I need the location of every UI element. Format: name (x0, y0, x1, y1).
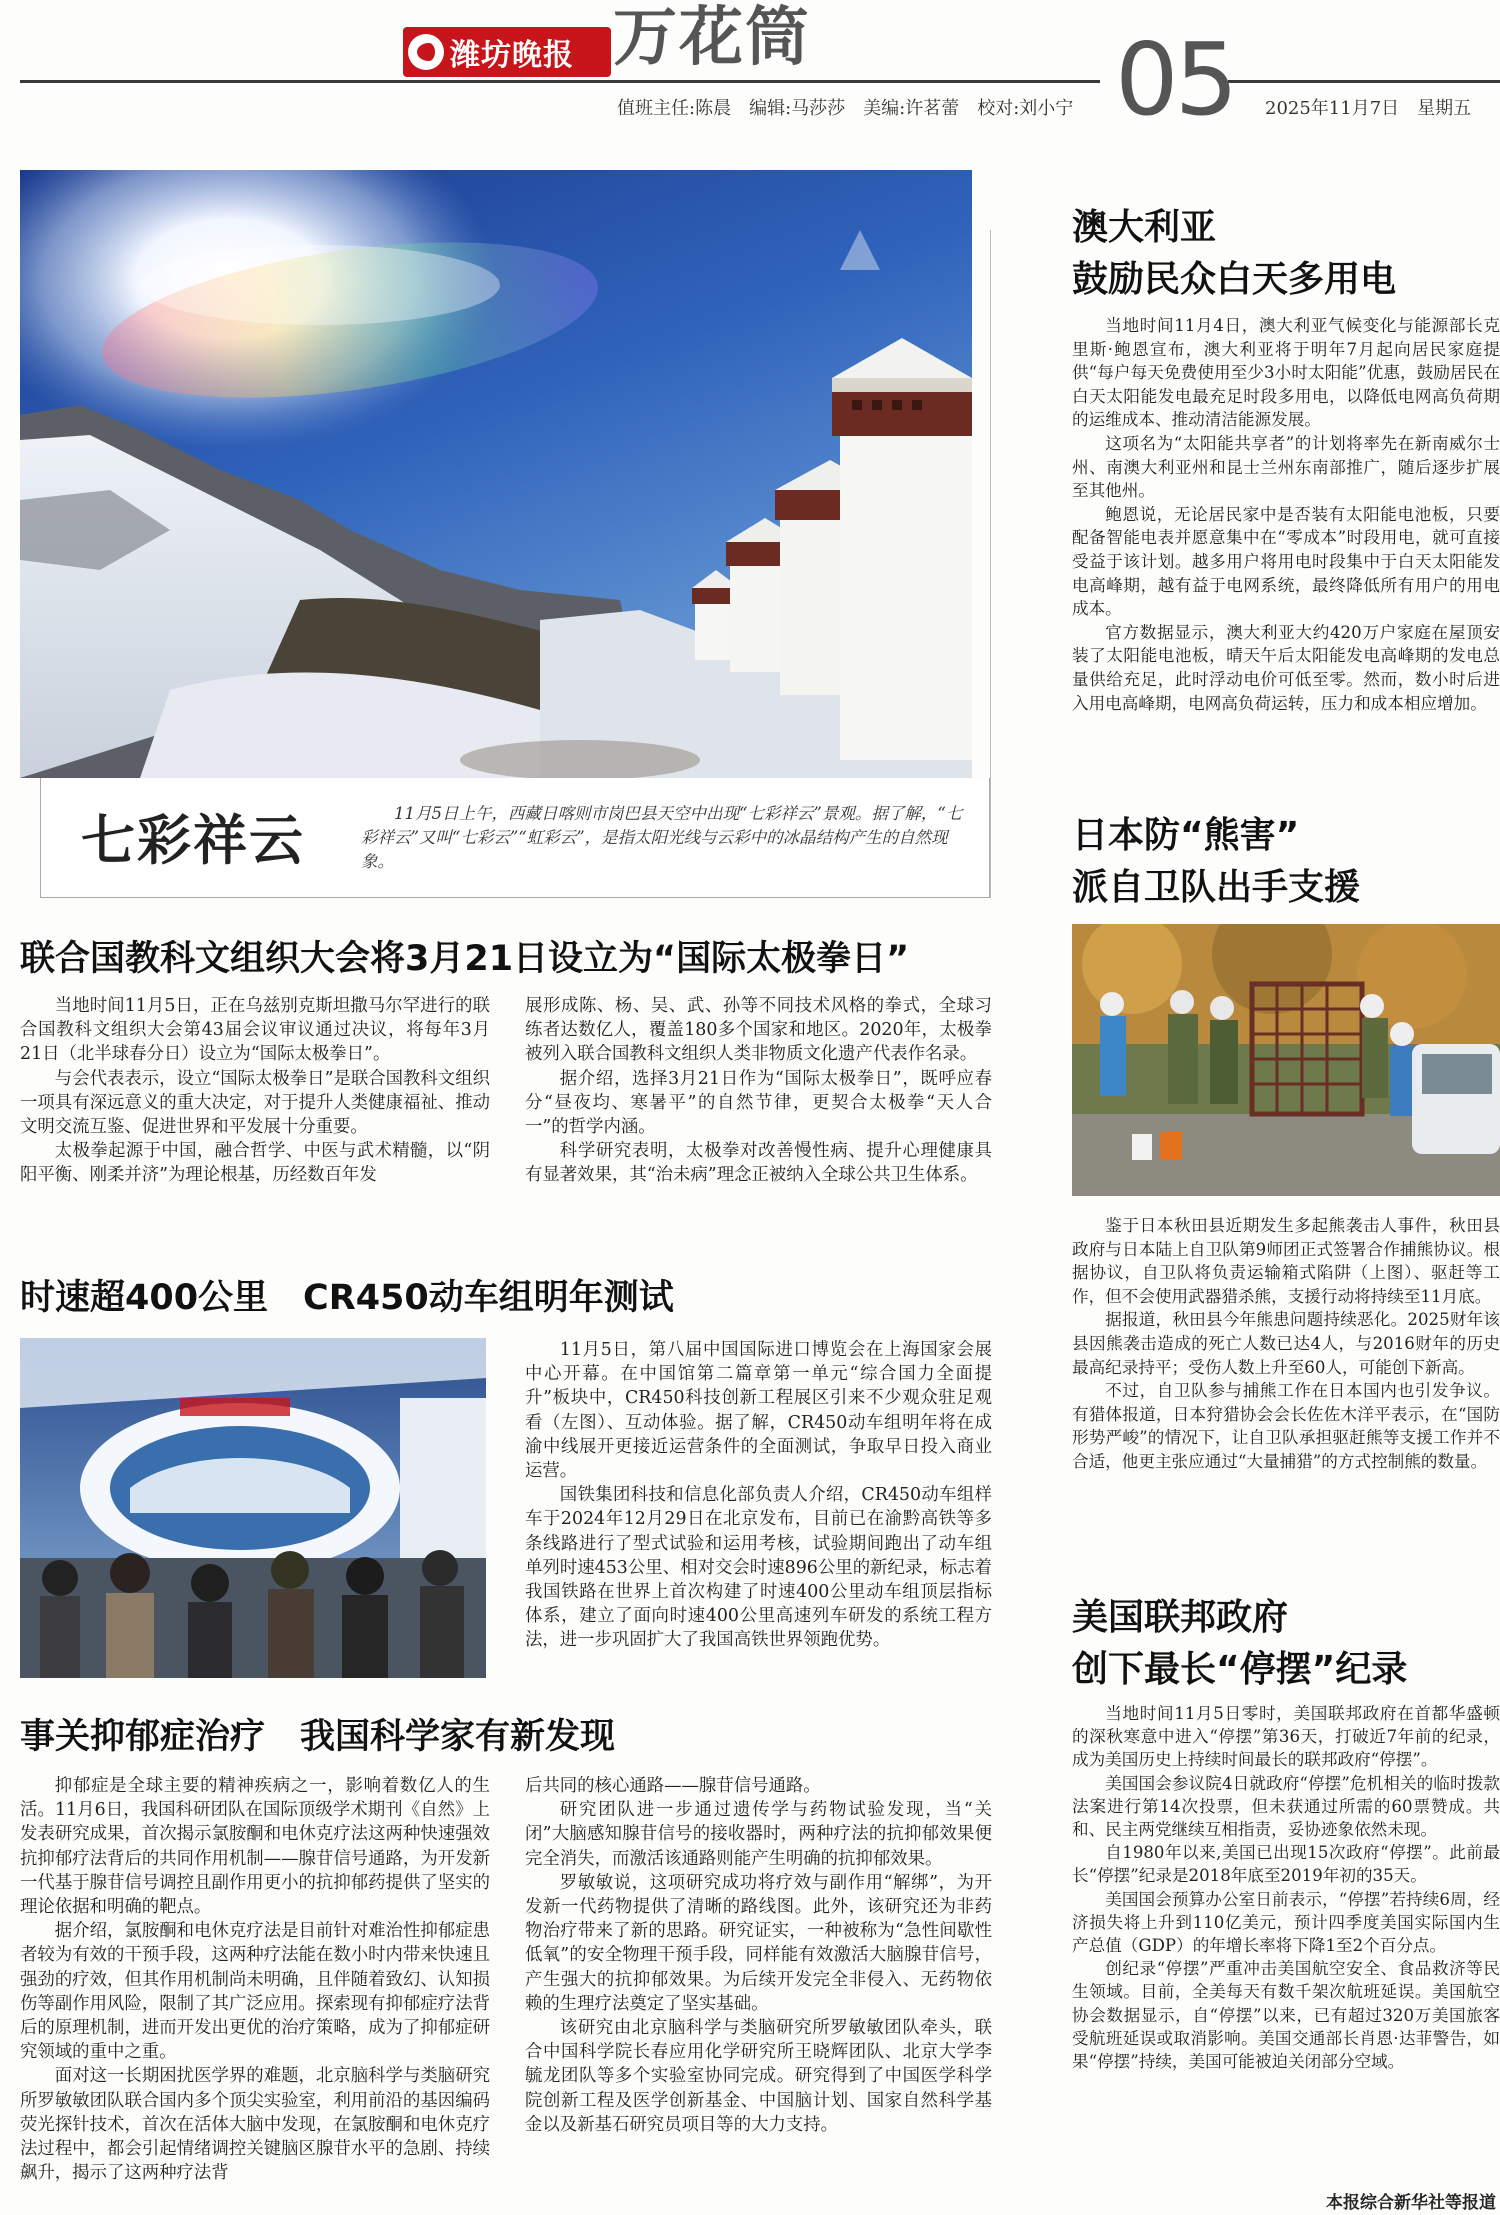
paragraph: 自1980年以来,美国已出现15次政府“停摆”。此前最长“停摆”纪录是2018年底至2019年初的35天。 (1072, 1843, 1500, 1886)
paragraph: 11月5日，第八届中国国际进口博览会在上海国家会展中心开幕。在中国馆第二篇章第一单元“综合国力全面提升”板块中，CR450科技创新工程展区引来不少观众驻足观看（左图）、互动体验。据了解，CR450动车组明年将在成渝中线展开更接近运营条件的全面测试，争取早日投入商业运营。 (525, 1340, 992, 1482)
paragraph: 当地时间11月5日，正在乌兹别克斯坦撒马尔罕进行的联合国教科文组织大会第43届会议审议通过决议，将每年3月21日（北半球春分日）设立为“国际太极拳日”。 (20, 996, 490, 1065)
us-headline-1: 美国联邦政府 (1072, 1597, 1289, 1638)
page-number: 05 (1115, 21, 1235, 138)
paragraph: 当地时间11月4日，澳大利亚气候变化与能源部长克里斯·鲍恩宣布，澳大利亚将于明年7月起向居民家庭提供“每户每天免费使用至少3小时太阳能”优惠，鼓励居民在白天太阳能发电最充足时段多用电，以降低电网高负荷期的运维成本、推动清洁能源发展。 (1072, 316, 1500, 430)
paragraph: 据介绍，选择3月21日作为“国际太极拳日”，既呼应春分“昼夜均、寒暑平”的自然节律，更契合太极拳“天人合一”的哲学内涵。 (525, 1068, 992, 1138)
paragraph: 这项名为“太阳能共享者”的计划将率先在新南威尔士州、南澳大利亚州和昆士兰州东南部推广，随后逐步扩展至其他州。 (1072, 433, 1500, 501)
depression-col-2 (525, 1774, 992, 2137)
source-credit: 本报综合新华社等报道 (1326, 2193, 1496, 2213)
section-title: 万花筒 (613, 0, 811, 75)
australia-text (1072, 314, 1500, 715)
australia-headline-2: 鼓励民众白天多用电 (1072, 259, 1397, 300)
paragraph: 科学研究表明，太极拳对改善慢性病、提升心理健康具有显著效果，其“治未病”理念正被纳入全球公共卫生体系。 (525, 1141, 992, 1186)
paragraph: 与会代表表示，设立“国际太极拳日”是联合国教科文组织一项具有深远意义的重大决定，对于提升人类健康福祉、推动文明交流互鉴、促进世界和平发展十分重要。 (20, 1068, 490, 1138)
masthead-rule-right (1228, 80, 1500, 83)
australia-headline-1: 澳大利亚 (1072, 207, 1217, 248)
depression-headline: 事关抑郁症治疗 我国科学家有新发现 (20, 1717, 616, 1757)
paragraph: 鲍恩说，无论居民家中是否装有太阳能电池板，只要配备智能电表并愿意集中在“零成本”时段用电，就可直接受益于该计划。越多用户将用电时段集中于白天太阳能发电高峰期，越有益于电网系统，最终降低所有用户的用电成本。 (1072, 504, 1500, 619)
paragraph: 抑郁症是全球主要的精神疾病之一，影响着数亿人的生活。11月6日，我国科研团队在国际顶级学术期刊《自然》上发表研究成果，首次揭示氯胺酮和电休克疗法这两种快速强效抗抑郁疗法背后的共同作用机制——腺苷信号通路，为开发新一代基于腺苷信号调控且副作用更小的抗抑郁药提供了坚实的理论依据和明确的靶点。 (20, 1776, 490, 1918)
sky-mountain-illustration (20, 170, 972, 778)
taiji-col-2 (525, 994, 992, 1188)
japan-headline-2: 派自卫队出手支援 (1072, 867, 1361, 908)
bear-trap-illustration (1072, 924, 1500, 1196)
japan-headline-1: 日本防“熊害” (1072, 815, 1300, 856)
cr450-headline: 时速超400公里 CR450动车组明年测试 (20, 1278, 674, 1318)
taiji-col-1 (20, 994, 490, 1188)
us-text (1072, 1702, 1500, 2073)
feature-caption: 11月5日上午，西藏日喀则市岗巴县天空中出现“七彩祥云”景观。据了解，“七彩祥云”又叫“七彩云”“虹彩云”，是指太阳光线与云彩中的冰晶结构产生的自然现象。 (361, 804, 963, 871)
taiji-headline: 联合国教科文组织大会将3月21日设立为“国际太极拳日” (20, 939, 910, 979)
feature-photo (20, 170, 972, 778)
depression-col-1 (20, 1774, 490, 2185)
feature-frame-line (990, 230, 991, 898)
feature-title: 七彩祥云 (81, 809, 305, 872)
paragraph: 不过，自卫队参与捕熊工作在日本国内也引发争议。有猎体报道，日本狩猎协会会长佐佐木洋平表示，在“国防形势严峻”的情况下，让自卫队承担驱赶熊等支援工作并不合适，他更主张应通过“大量捕猎”的方式控制熊的数量。 (1072, 1381, 1500, 1471)
japan-text (1072, 1214, 1500, 1474)
paragraph: 据报道，秋田县今年熊患问题持续恶化。2025财年该县因熊袭击造成的死亡人数已达4人，与2016财年的历史最高纪录持平；受伤人数上升至60人，可能创下新高。 (1072, 1310, 1500, 1377)
paragraph: 据介绍，氯胺酮和电休克疗法是目前针对难治性抑郁症患者较为有效的干预手段，这两种疗法能在数小时内带来快速且强劲的疗效，但其作用机制尚未明确，且伴随着致幻、认知损伤等副作用风险，限制了其广泛应用。探索现有抑郁症疗法背后的原理机制，进而开发出更优的治疗策略，成为了抑郁症研究领域的重中之重。 (20, 1921, 490, 2063)
paragraph: 鉴于日本秋田县近期发生多起熊袭击人事件，秋田县政府与日本陆上自卫队第9师团正式签署合作捕熊协议。根据协议，自卫队将负责运输箱式陷阱（上图）、驱赶等工作，但不会使用武器猎杀熊，支援行动将持续至11月底。 (1072, 1216, 1500, 1306)
paragraph: 美国国会参议院4日就政府“停摆”危机相关的临时拨款法案进行第14次投票，但未获通过所需的60票赞成。共和、民主两党继续互相指责，妥协迹象依然未现。 (1072, 1773, 1500, 1840)
paragraph: 该研究由北京脑科学与类脑研究所罗敏敏团队牵头，联合中国科学院长春应用化学研究所王晓辉团队、北京大学李毓龙团队等多个实验室协同完成。研究得到了中国医学科学院创新工程及医学创新基金、中国脑计划、国家自然科学基金以及新基石研究员项目等的大力支持。 (525, 2018, 992, 2135)
cr450-text (525, 1338, 992, 1653)
paragraph: 美国国会预算办公室日前表示，“停摆”若持续6周，经济损失将上升到110亿美元，预计四季度美国实际国内生产总值（GDP）的年增长率将下降1至2个百分点。 (1072, 1889, 1500, 1956)
logo-icon (408, 34, 444, 70)
newspaper-logo (403, 27, 611, 77)
us-headline-2: 创下最长“停摆”纪录 (1072, 1649, 1408, 1690)
paragraph: 当地时间11月5日零时，美国联邦政府在首都华盛顿的深秋寒意中进入“停摆”第36天，打破近7年前的纪录，成为美国历史上持续时间最长的联邦政府“停摆”。 (1072, 1704, 1500, 1770)
issue-date: 2025年11月7日 星期五 (1265, 98, 1472, 119)
paragraph: 面对这一长期困扰医学界的难题，北京脑科学与类脑研究所罗敏敏团队联合国内多个顶尖实验室，利用前沿的基因编码荧光探针技术，首次在活体大脑中发现，在氯胺酮和电休克疗法过程中，都会引起情绪调控关键脑区腺苷水平的急剧、持续飙升，揭示了这两种疗法背 (20, 2066, 490, 2184)
brand-name: 潍坊晚报 (450, 38, 574, 73)
japan-photo (1072, 924, 1500, 1196)
exhibition-illustration (20, 1338, 486, 1678)
paragraph-continued: 展形成陈、杨、吴、武、孙等不同技术风格的拳式，全球习练者达数亿人，覆盖180多个国家和地区。2020年，太极拳被列入联合国教科文组织人类非物质文化遗产代表作名录。 (525, 996, 992, 1065)
paragraph: 创纪录“停摆”严重冲击美国航空安全、食品救济等民生领域。目前，全美每天有数千架次航班延误。美国航空协会数据显示，自“停摆”以来，已有超过320万美国旅客受航班延误或取消影响。美国交通部长肖恩·达菲警告，如果“停摆”持续，美国可能被迫关闭部分空域。 (1072, 1959, 1500, 2072)
stupa-4 (832, 338, 972, 760)
feature-caption-box (40, 778, 990, 898)
cr450-photo (20, 1338, 486, 1678)
masthead-rule (20, 80, 1100, 83)
paragraph: 国铁集团科技和信息化部负责人介绍，CR450动车组样车于2024年12月29日在北京发布，目前已在渝黔高铁等多条线路进行了型式试验和运用考核，试验期间跑出了动车组单列时速453公里、相对交会时速896公里的新纪录，标志着我国铁路在世界上首次构建了时速400公里动车组顶层指标体系，建立了面向时速400公里高速列车研发的系统工程方法，进一步巩固扩大了我国高铁世界领跑优势。 (525, 1485, 992, 1651)
staff-credits: 值班主任:陈晨 编辑:马莎莎 美编:许茗蕾 校对:刘小宁 (617, 98, 1074, 119)
paragraph: 研究团队进一步通过遗传学与药物试验发现，当“关闭”大脑感知腺苷信号的接收器时，两种疗法的抗抑郁效果便完全消失，而激活该通路则能产生明确的抗抑郁效果。 (525, 1800, 992, 1869)
paragraph: 罗敏敏说，这项研究成功将疗效与副作用“解绑”，为开发新一代药物提供了清晰的路线图。此外，该研究还为非药物治疗带来了新的思路。研究证实，一种被称为“急性间歇性低氧”的安全物理干预手段，同样能有效激活大脑腺苷信号，产生强大的抗抑郁效果。为后续开发完全非侵入、无药物依赖的生理疗法奠定了坚实基础。 (525, 1872, 992, 2014)
paragraph-continued: 后共同的核心通路——腺苷信号通路。 (525, 1776, 821, 1796)
paragraph: 太极拳起源于中国，融合哲学、中医与武术精髓，以“阴阳平衡、刚柔并济”为理论根基，历经数百年发 (20, 1141, 490, 1186)
paragraph: 官方数据显示，澳大利亚大约420万户家庭在屋顶安装了太阳能电池板，晴天午后太阳能发电高峰期的发电总量供给充足，此时浮动电价可低至零。然而，数小时后进入用电高峰期，电网高负荷运转，压力和成本相应增加。 (1072, 622, 1500, 713)
